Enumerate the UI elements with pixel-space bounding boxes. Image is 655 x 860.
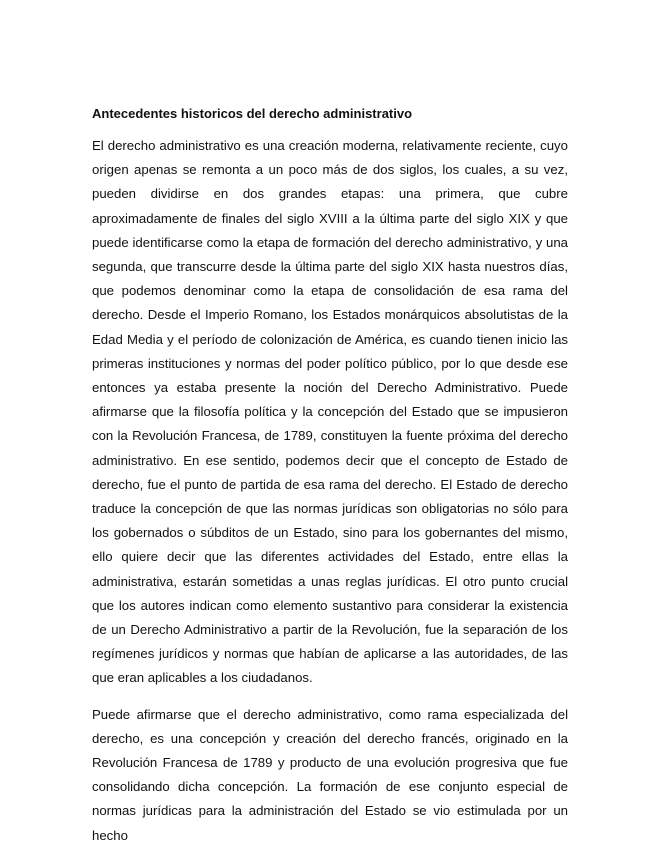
paragraph-2: Puede afirmarse que el derecho administrativo, como rama especializada del derecho, es una concepción y creación del derecho francés, originado en la Revolución Francesa de 1789 y producto de una evolución progresiva que fue consolidando dicha concepción. La formación de ese conjunto especial de normas jurídicas para la administración del Estado se vio estimulada por un hecho <box>92 706 568 843</box>
paragraph-1: El derecho administrativo es una creación moderna, relativamente reciente, cuyo origen apenas se remonta a un poco más de dos siglos, los cuales, a su vez, pueden dividirse en dos grandes etapas: una primera, que cubre aproximadamente de finales del siglo XVIII a la última parte del siglo XIX y que puede identificarse como la etapa de formación del derecho administrativo, y una segunda, que transcurre desde la última parte del siglo XIX hasta nuestros días, que podemos denominar como la etapa de consolidación de esa rama del derecho. Desde el Imperio Romano, los Estados monárquicos absolutistas de la Edad Media y el período de colonización de América, es cuando tienen inicio las primeras instituciones y normas del poder político público, por lo que desde ese entonces ya estaba presente la noción del Derecho Administrativo. Puede afirmarse que la filosofía política y la concepción del Estado que se impusieron con la Revolución Francesa, de 1789, constituyen la fuente próxima del derecho administrativo. En ese sentido, podemos decir que el concepto de Estado de derecho, fue el punto de partida de esa rama del derecho. El Estado de derecho traduce la concepción de que las normas jurídicas son obligatorias no sólo para los gobernados o súbditos de un Estado, sino para los gobernantes del mismo, ello quiere decir que las diferentes actividades del Estado, entre ellas la administrativa, estarán sometidas a unas reglas jurídicas. El otro punto crucial que los autores indican como elemento sustantivo para considerar la existencia de un Derecho Administrativo a partir de la Revolución, fue la separación de los regímenes jurídicos y normas que habían de aplicarse a las autoridades, de las que eran aplicables a los ciudadanos. <box>92 138 568 686</box>
document-title: Antecedentes historicos del derecho administrativo <box>92 106 413 121</box>
document-body <box>92 106 568 860</box>
